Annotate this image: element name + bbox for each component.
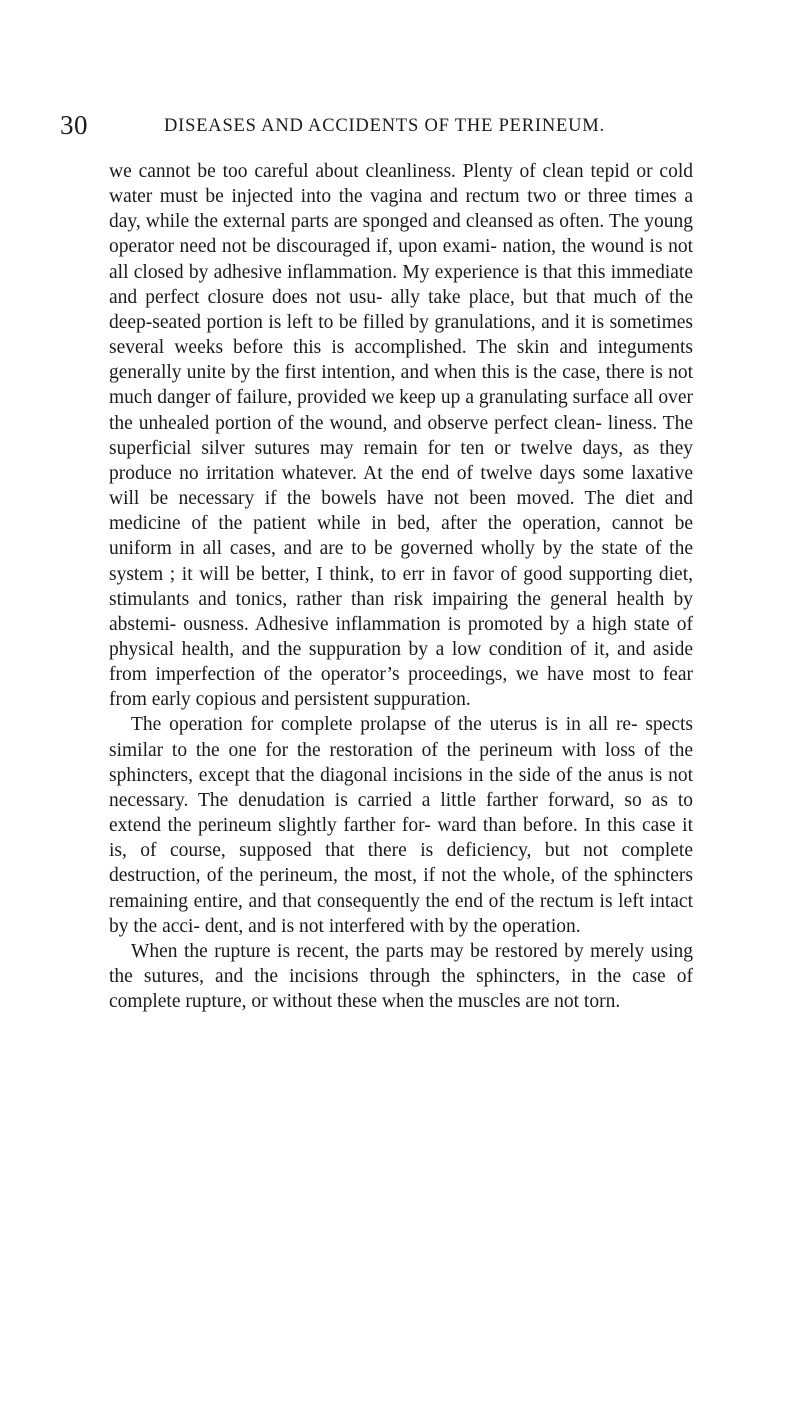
page-number: 30 xyxy=(60,110,88,140)
running-head xyxy=(60,110,740,144)
paragraph-prolapse-operation: The operation for complete prolapse of the uterus is in all re- spects similar to the one for the restoration of the perineum with loss of the sphincters, except that the diagonal incisions in the side of the anus is not necessary. The denudation is carried a little farther forward, so as to extend the perineum slightly farther for- ward than before. In this case it is, of course, supposed that there is deficiency, but not complete destruction, of the perineum, the most, if not the whole, of the sphincters remaining entire, and that consequently the end of the rectum is left intact by the acci- dent, and is not interfered with by the operation. xyxy=(109,714,693,937)
paragraph-cleanliness: we cannot be too careful about cleanliness. Plenty of clean tepid or cold water must be injected into the vagina and rectum two or three times a day, while the external parts are sponged and cleansed as often. The young operator need not be discouraged if, upon exami- nation, the wound is not all closed by adhesive inflammation. My experience is that this immediate and perfect closure does not usu- ally take place, but that much of the deep-seated portion is left to be filled by granulations, and it is sometimes several weeks before this is accomplished. The skin and integuments generally unite by the first intention, and when this is the case, there is not much danger of failure, provided we keep up a granulating surface all over the unhealed portion of the wound, and observe perfect clean- liness. The superficial silver sutures may remain for ten or twelve days, as they produce no irritation whatever. At the end of twelve days some laxative will be necessary if the bowels have not been moved. The diet and medicine of the patient while in bed, after the operation, cannot be uniform in all cases, and are to be governed wholly by the state of the system ; it will be better, I think, to err in favor of good supporting diet, stimulants and tonics, rather than risk impairing the general health by abstemi- ousness. Adhesive inflammation is promoted by a high state of physical health, and the suppuration by a low condition of it, and aside from imperfection of the operator’s proceedings, we have most to fear from early copious and persistent suppuration. xyxy=(109,161,693,711)
running-title: DISEASES AND ACCIDENTS OF THE PERINEUM. xyxy=(164,116,605,136)
body-text xyxy=(109,159,693,1014)
paragraph-recent-rupture: When the rupture is recent, the parts may be restored by merely using the sutures, and the incisions through the sphincters, in the case of complete rupture, or without these when the muscles are not torn. xyxy=(109,940,693,1013)
